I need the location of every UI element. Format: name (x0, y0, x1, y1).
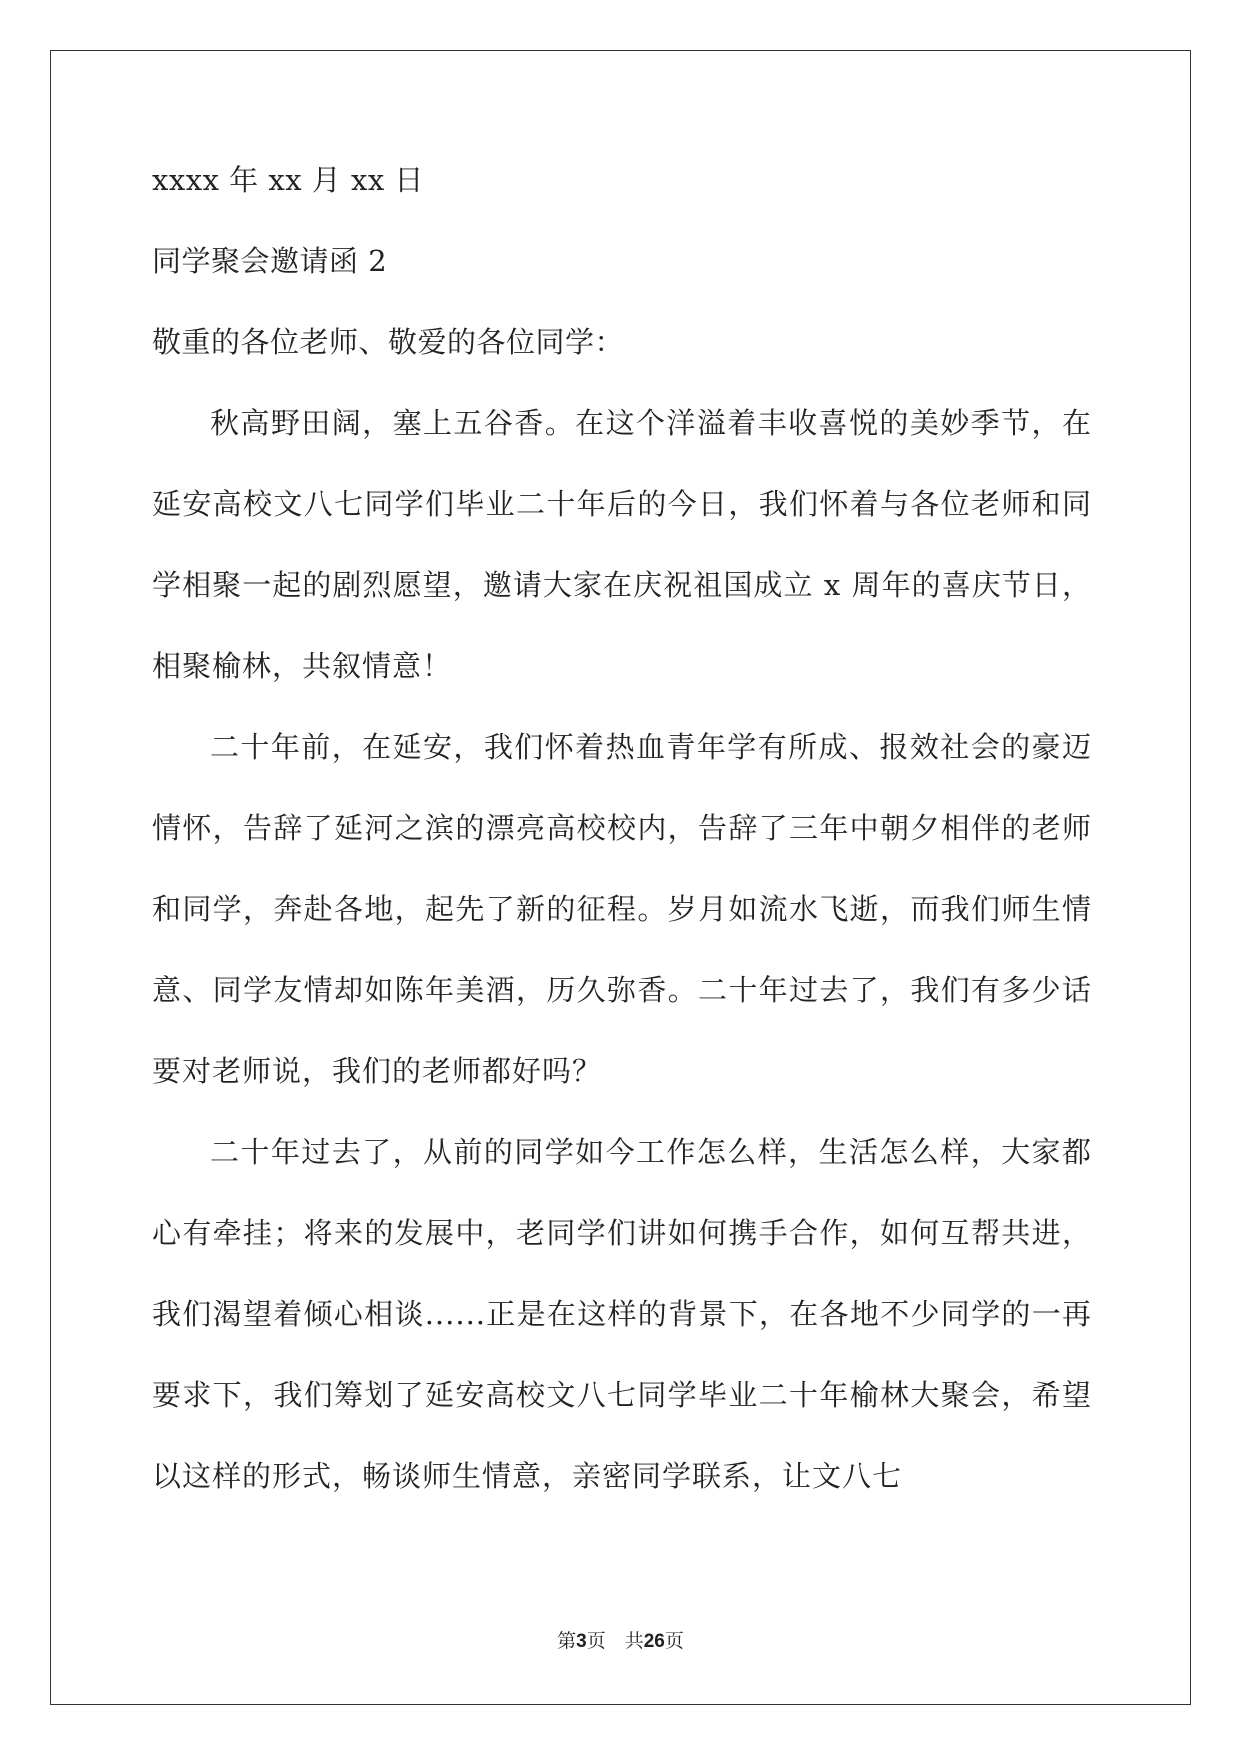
paragraph-1: 秋高野田阔，塞上五谷香。在这个洋溢着丰收喜悦的美妙季节，在延安高校文八七同学们毕业二十年后的今日，我们怀着与各位老师和同学相聚一起的剧烈愿望，邀请大家在庆祝祖国成立 x 周年的喜庆节日，相聚榆林，共叙情意！ (152, 406, 1092, 683)
page-footer (0, 1626, 1241, 1653)
footer-prefix: 第 (557, 1630, 577, 1652)
paragraph-2: 二十年前，在延安，我们怀着热血青年学有所成、报效社会的豪迈情怀，告辞了延河之滨的漂亮高校校内，告辞了三年中朝夕相伴的老师和同学，奔赴各地，起先了新的征程。岁月如流水飞逝，而我们师生情意、同学友情却如陈年美酒，历久弥香。二十年过去了，我们有多少话要对老师说，我们的老师都好吗？ (152, 730, 1092, 1088)
paragraph-3: 二十年过去了，从前的同学如今工作怎么样，生活怎么样，大家都心有牵挂；将来的发展中，老同学们讲如何携手合作，如何互帮共进，我们渴望着倾心相谈......正是在这样的背景下，在各地不少同学的一再要求下，我们筹划了延安高校文八七同学毕业二十年榆林大聚会，希望以这样的形式，畅谈师生情意，亲密同学联系，让文八七 (152, 1135, 1092, 1493)
footer-middle: 页 共 (586, 1630, 644, 1652)
footer-total-pages: 26 (643, 1631, 665, 1652)
footer-suffix: 页 (664, 1630, 684, 1652)
document-body (152, 160, 1092, 1517)
footer-page-number: 3 (576, 1631, 587, 1652)
document-title: 同学聚会邀请函 2 (152, 244, 388, 278)
date-line: xxxx 年 xx 月 xx 日 (152, 163, 424, 197)
salutation: 敬重的各位老师、敬爱的各位同学： (152, 325, 625, 359)
